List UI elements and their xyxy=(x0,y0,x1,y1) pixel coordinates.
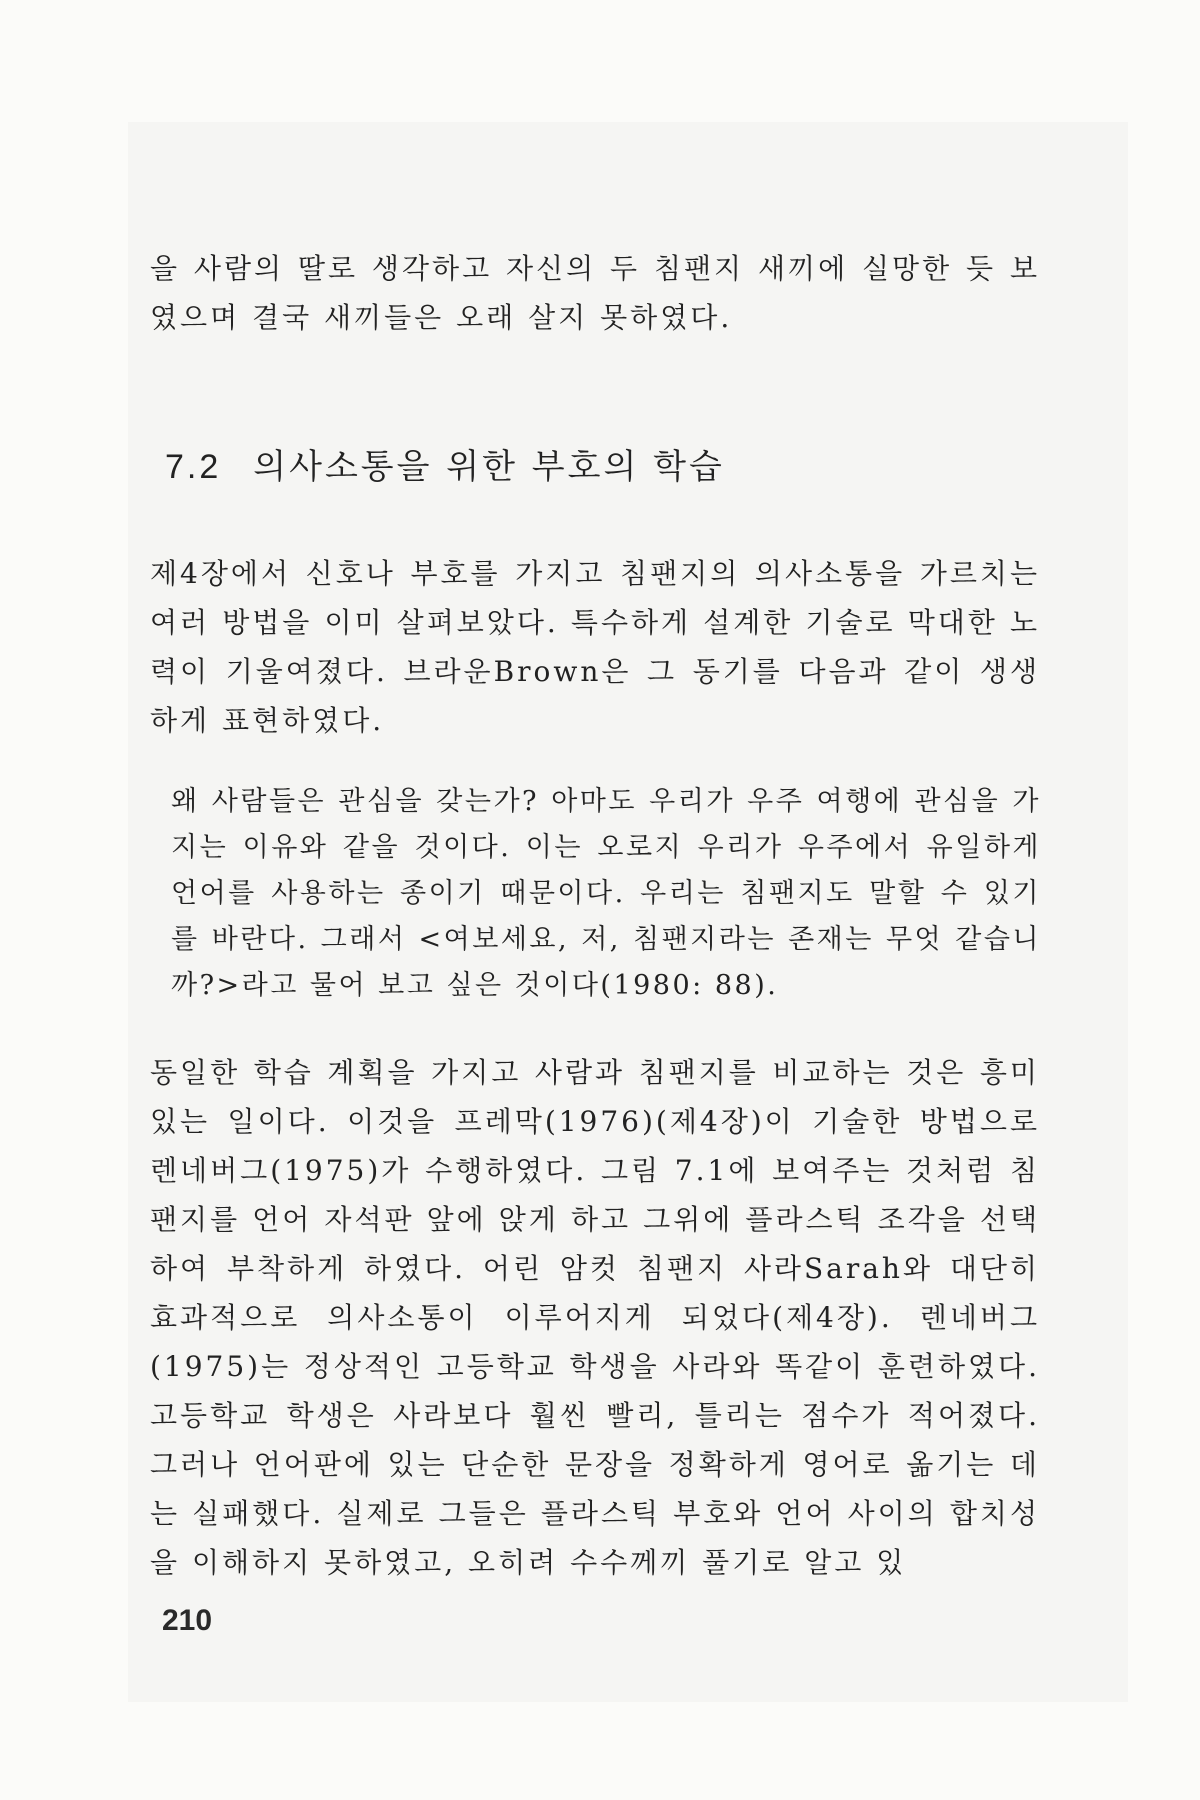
section-title: 의사소통을 위한 부호의 학습 xyxy=(253,447,725,487)
continuation-paragraph: 을 사람의 딸로 생각하고 자신의 두 침팬지 새끼에 실망한 듯 보였으며 결국 새끼들은 오래 살지 못하였다. xyxy=(150,252,1040,334)
section-number: 7.2 xyxy=(165,448,222,486)
paragraph-2: 동일한 학습 계획을 가지고 사람과 침팬지를 비교하는 것은 흥미있는 일이다. 이것을 프레막(1976)(제4장)이 기술한 방법으로 렌네버그(1975)가 수행하였다. 그림 7.1에 보여주는 것처럼 침팬지를 언어 자석판 앞에 앉게 하고 그위에 플라스틱 조각을 선택하여 부착하게 하였다. 어린 암컷 침팬지 사라Sarah와 대단히 효과적으로 의사소통이 이루어지게 되었다(제4장). 렌네버그(1975)는 정상적인 고등학교 학생을 사라와 똑같이 훈련하였다. 고등학교 학생은 사라보다 훨씬 빨리, 틀리는 점수가 적어졌다. 그러나 언어판에 있는 단순한 문장을 정확하게 영어로 옮기는 데는 실패했다. 실제로 그들은 플라스틱 부호와 언어 사이의 합치성을 이해하지 못하였고, 오히려 수수께끼 풀기로 알고 있 xyxy=(150,1056,1040,1579)
page-number: 210 xyxy=(162,1604,213,1637)
block-quote: 왜 사람들은 관심을 갖는가? 아마도 우리가 우주 여행에 관심을 가지는 이유와 같을 것이다. 이는 오로지 우리가 우주에서 유일하게 언어를 사용하는 종이기 때문이다. 우리는 침팬지도 말할 수 있기를 바란다. 그래서 <여보세요, 저, 침팬지라는 존재는 무엇 같습니까?>라고 물어 보고 싶은 것이다(1980: 88). xyxy=(171,786,1041,1001)
section-heading xyxy=(165,444,725,490)
paragraph-1: 제4장에서 신호나 부호를 가지고 침팬지의 의사소통을 가르치는 여러 방법을 이미 살펴보았다. 특수하게 설계한 기술로 막대한 노력이 기울여졌다. 브라운Brown은 그 동기를 다음과 같이 생생하게 표현하였다. xyxy=(150,557,1040,737)
